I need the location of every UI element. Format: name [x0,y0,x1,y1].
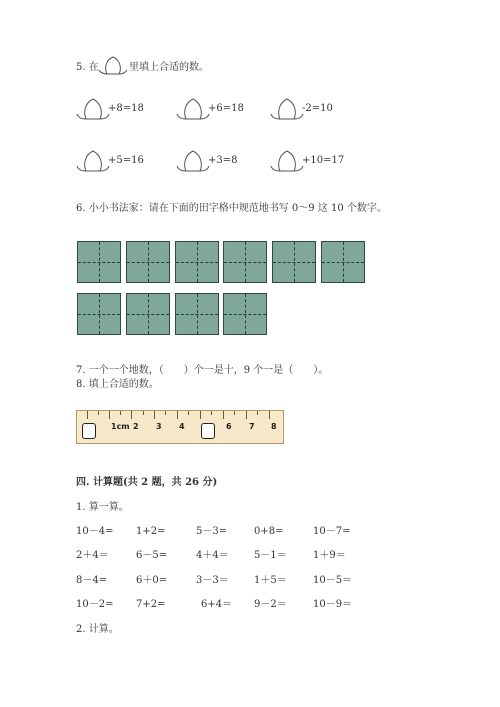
equation: +10=17 [302,155,345,166]
ruler-number: 2 [133,422,139,431]
tianzige-cell[interactable] [77,241,121,283]
ruler-number: 4 [179,422,185,431]
tianzige-cell[interactable] [175,241,219,283]
q2-label: 2. 计算。 [76,624,119,635]
tianzige-cell[interactable] [126,293,170,335]
equation: +6=18 [208,103,244,114]
calc-item: 6+4＝ [201,599,233,610]
calc-item: 10－4= [76,526,114,537]
section-title: 四. 计算题(共 2 题，共 26 分) [76,477,218,488]
peach-icon [98,54,128,80]
answer-box[interactable] [82,423,96,439]
calc-item: 8－4= [76,575,108,586]
ruler-number: 6 [226,422,232,431]
tianzige-cell[interactable] [321,241,365,283]
calc-item: 10－2= [76,599,114,610]
calc-item: 6＋0= [136,575,168,586]
q8-text: 8. 填上合适的数。 [76,379,159,390]
q1-label: 1. 算一算。 [76,502,129,513]
equation: +5=16 [108,155,144,166]
calc-item: 10－5＝ [313,575,353,586]
q5-prefix: 5. 在 [76,62,99,73]
ruler-unit-label: 1cm [111,422,130,431]
peach-icon [76,148,110,178]
tianzige-cell[interactable] [223,293,267,335]
peach-icon [270,96,304,126]
answer-box[interactable] [201,423,215,439]
calc-item: 1＋9＝ [313,550,346,561]
equation: -2=10 [302,103,333,114]
peach-icon [270,148,304,178]
q7-text: 7. 一个一个地数，（ ）个一是十，9 个一是（ ）。 [76,365,329,376]
tianzige-cell[interactable] [175,293,219,335]
calc-item: 1+2= [136,526,166,537]
ruler-number: 8 [271,422,277,431]
q5-suffix: 里填上合适的数。 [129,62,209,73]
calc-item: 7+2= [136,599,166,610]
peach-icon [76,96,110,126]
calc-item: 9－2＝ [254,599,287,610]
tianzige-cell[interactable] [223,241,267,283]
ruler [76,410,284,444]
ruler-number: 7 [249,422,255,431]
calc-item: 10－7= [313,526,351,537]
calc-item: 3－3＝ [196,575,229,586]
calc-item: 4＋4＝ [196,550,229,561]
tianzige-cell[interactable] [272,241,316,283]
peach-icon [176,148,210,178]
calc-item: 0+8= [254,526,284,537]
calc-item: 1＋5＝ [254,575,287,586]
equation: +3=8 [208,155,238,166]
calc-item: 2＋4＝ [76,550,109,561]
calc-item: 5－3= [196,526,228,537]
calc-item: 10－9＝ [313,599,353,610]
calc-item: 6－5= [136,550,168,561]
tianzige-cell[interactable] [126,241,170,283]
ruler-number: 3 [156,422,162,431]
calc-item: 5－1＝ [254,550,287,561]
peach-icon [176,96,210,126]
equation: +8=18 [108,103,144,114]
tianzige-cell[interactable] [77,293,121,335]
q6-text: 6. 小小书法家：请在下面的田字格中规范地书写 0～9 这 10 个数字。 [76,203,387,214]
